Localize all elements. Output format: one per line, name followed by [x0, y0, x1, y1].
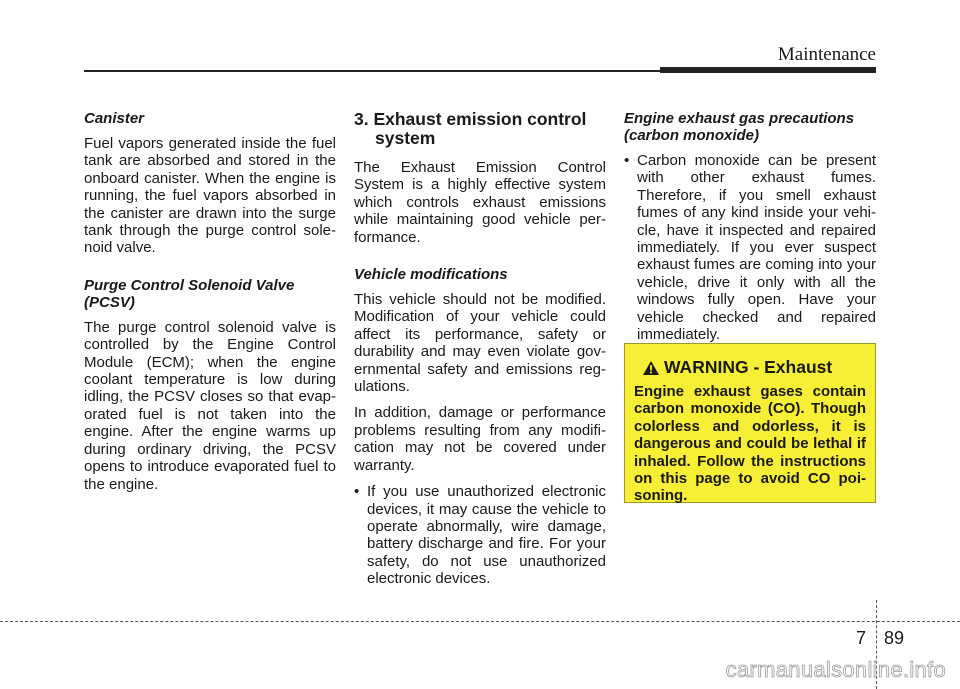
- pcsv-heading-line1: Purge Control Solenoid Valve: [84, 276, 295, 294]
- exhaust-heading-line1: Engine exhaust gas precautions: [624, 110, 855, 127]
- bullet-text: Carbon monoxide can be present with other exhaust fumes. Therefore, if you smell exhaust fumes of any kind inside your vehi-cle, have it inspected and repaired immediately. If you ever suspect exhaust fumes are coming into your vehicle, drive it only with all the windows fully open. Have your vehicle checked and repaired immediately.: [637, 152, 876, 344]
- column-right: [624, 110, 876, 343]
- pcsv-heading-line2: (PCSV): [84, 293, 135, 311]
- column-left: [84, 110, 336, 493]
- warning-title-sub: - Exhaust: [748, 357, 833, 377]
- section-heading-line1: 3. Exhaust emission control: [354, 109, 587, 129]
- warning-triangle-icon: [642, 360, 660, 376]
- chapter-number: 7: [856, 628, 867, 648]
- footer-dashed-rule: [0, 621, 960, 622]
- list-item: [624, 152, 876, 343]
- bullet-text: If you use unauthorized electronic devices, it may cause the vehicle to operate abnormally, wire damage, battery discharge and fire. For your safety, do not use unauthorized electronic devices.: [367, 483, 606, 588]
- column-middle: [354, 110, 606, 588]
- watermark: carmanualsonline.info: [725, 657, 946, 682]
- exhaust-heading-line2: (carbon monoxide): [624, 127, 760, 144]
- page-number: 89: [884, 628, 905, 648]
- canister-heading: Canister: [84, 110, 145, 127]
- list-item: [354, 483, 606, 587]
- header-rule-thin: [84, 70, 660, 72]
- pcsv-text: The purge control solenoid valve is controlled by the Engine Control Module (ECM); when the engine coolant temperature is low during idling, the PCSV closes so that evap-orated fuel is not taken into the engine. After the engine warms up during ordinary driving, the PCSV opens to introduce evaporated fuel to the engine.: [84, 318, 336, 493]
- pcsv-heading: [84, 277, 336, 311]
- vehicle-mods-text-2: In addition, damage or performance problems resulting from any modifi-cation may not be covered under warranty.: [354, 404, 606, 474]
- page-header-title: Maintenance: [777, 44, 876, 65]
- section-heading: [354, 110, 606, 148]
- canister-text: Fuel vapors generated inside the fuel tank are absorbed and stored in the onboard canister. When the engine is running, the fuel vapors absorbed in the canister are drawn into the surge tank through the purge control sole-noid valve.: [84, 135, 336, 257]
- vehicle-mods-text-1: This vehicle should not be modified. Modification of your vehicle could affect its performance, safety or durability and may even violate gov-ernmental safety and emissions reg-ulations.: [354, 291, 606, 396]
- exhaust-precautions-heading: [624, 110, 876, 144]
- warning-title-main: WARNING: [664, 357, 749, 377]
- warning-body: Engine exhaust gases contain carbon monoxide (CO). Though colorless and odorless, it is dangerous and could be lethal if inhaled. Follow the instructions on this page to avoid CO poi-soning.: [634, 383, 866, 505]
- vehicle-mods-heading: Vehicle modifications: [354, 266, 508, 284]
- warning-box: [624, 343, 876, 503]
- bullet-mark: •: [624, 152, 630, 169]
- warning-title: [634, 357, 866, 378]
- section-heading-line2: system: [375, 128, 436, 148]
- header-rule-thick: [660, 67, 876, 73]
- bullet-mark: •: [354, 483, 360, 501]
- emission-intro-text: The Exhaust Emission Control System is a highly effective system which controls exhaust emissions while maintaining good vehicle per-formance.: [354, 159, 606, 246]
